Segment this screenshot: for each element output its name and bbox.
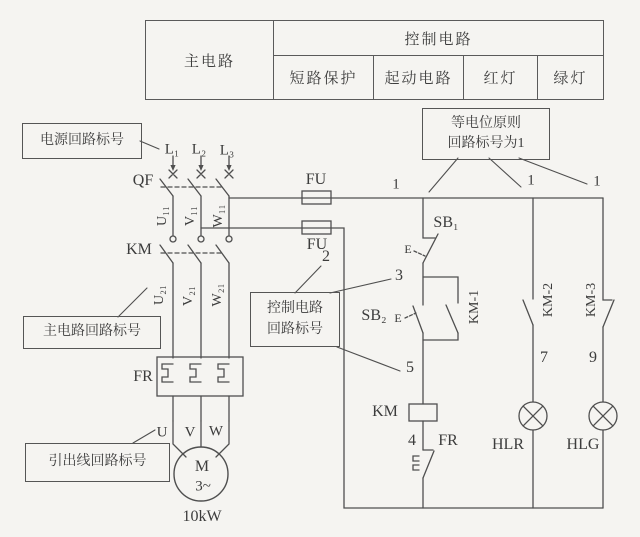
callout-text: 回路标号 — [267, 321, 323, 337]
legend-cell-red-lamp — [464, 56, 538, 99]
seal-in-contact-symbol — [423, 277, 458, 340]
equipotential-rule-callout — [422, 108, 550, 160]
legend-col-label: 起动电路 — [384, 71, 453, 87]
legend-cell-control-circuit — [274, 21, 603, 56]
wire-label-u11: U₁₁ — [155, 206, 170, 226]
seal-in-contact-label: KM-1 — [467, 289, 482, 325]
start-button-actuator-label: E — [394, 311, 402, 325]
phase-label-l2: L₂ — [191, 141, 207, 158]
legend-table — [145, 20, 604, 100]
callout-text: 控制电路 — [267, 301, 323, 317]
lead-label-v: V — [184, 424, 196, 441]
wire-number-1c: 1 — [593, 173, 601, 190]
red-lamp-label: HLR — [492, 436, 524, 453]
thermal-relay-symbol — [157, 357, 243, 421]
coil-label: KM — [372, 403, 398, 420]
wire-label-w21: W₂₁ — [210, 283, 225, 307]
legend-cell-green-lamp — [538, 56, 603, 99]
lead-label-w: W — [208, 423, 224, 440]
wire-label-v11: V₁₁ — [183, 206, 198, 226]
motor-letter-label: M — [194, 458, 210, 475]
wire-number-5: 5 — [406, 359, 414, 376]
fuse-top-label: FU — [305, 171, 327, 188]
supply-arrow-icons — [169, 156, 233, 178]
fuse-bottom-label: FU — [306, 236, 328, 253]
motor-power-label: 10kW — [182, 508, 222, 525]
motor-phase-label: 3~ — [195, 478, 211, 495]
callout-text: 电源回路标号 — [40, 132, 124, 148]
wire-number-4: 4 — [408, 432, 416, 449]
power-wire-label-callout — [22, 123, 142, 159]
phase-label-l3: L₃ — [219, 142, 235, 159]
contactor-label: KM — [126, 241, 152, 258]
stop-button-label: SB₁ — [433, 214, 459, 231]
control-circuit-wire-label-callout — [250, 292, 340, 347]
main-circuit-wire-label-callout — [23, 316, 161, 349]
phase-label-l1: L₁ — [164, 141, 180, 158]
thermal-contact-label: FR — [438, 432, 458, 449]
wire-number-3: 3 — [395, 267, 403, 284]
wire-label-u21: U₂₁ — [152, 285, 167, 305]
callout-text: 主电路回路标号 — [43, 324, 141, 340]
green-contact-label: KM-3 — [584, 282, 599, 318]
wire-number-2: 2 — [322, 248, 330, 265]
green-lamp-label: HLG — [566, 436, 600, 453]
thermal-relay-label: FR — [133, 368, 153, 385]
legend-main-circuit-label: 主电路 — [183, 53, 235, 70]
thermal-contact-symbol — [413, 450, 434, 508]
legend-col-label: 红灯 — [483, 71, 518, 87]
legend-col-label: 短路保护 — [289, 71, 358, 87]
wire-number-7: 7 — [540, 349, 548, 366]
legend-col-label: 绿灯 — [553, 71, 588, 87]
wire-label-w11: W₁₁ — [211, 204, 226, 228]
breaker-label: QF — [132, 172, 154, 189]
wire-label-v21: V₂₁ — [181, 286, 196, 306]
legend-cell-main-circuit — [146, 21, 274, 99]
wire-number-1b: 1 — [527, 172, 535, 189]
leadout-wire-label-callout — [25, 443, 170, 482]
wire-number-9: 9 — [589, 349, 597, 366]
stop-button-actuator-label: E — [404, 242, 412, 256]
legend-cell-starting-circuit — [374, 56, 464, 99]
legend-cell-short-circuit-protection — [274, 56, 374, 99]
callout-text: 回路标号为1 — [447, 136, 525, 151]
callout-text: 等电位原则 — [451, 115, 521, 131]
red-contact-label: KM-2 — [541, 282, 556, 318]
start-button-label: SB₂ — [361, 307, 387, 324]
callout-text: 引出线回路标号 — [48, 454, 147, 470]
lead-label-u: U — [156, 424, 168, 441]
start-button-symbol — [405, 306, 423, 404]
wire-number-1a: 1 — [392, 176, 400, 193]
legend-control-circuit-label: 控制电路 — [404, 31, 473, 48]
